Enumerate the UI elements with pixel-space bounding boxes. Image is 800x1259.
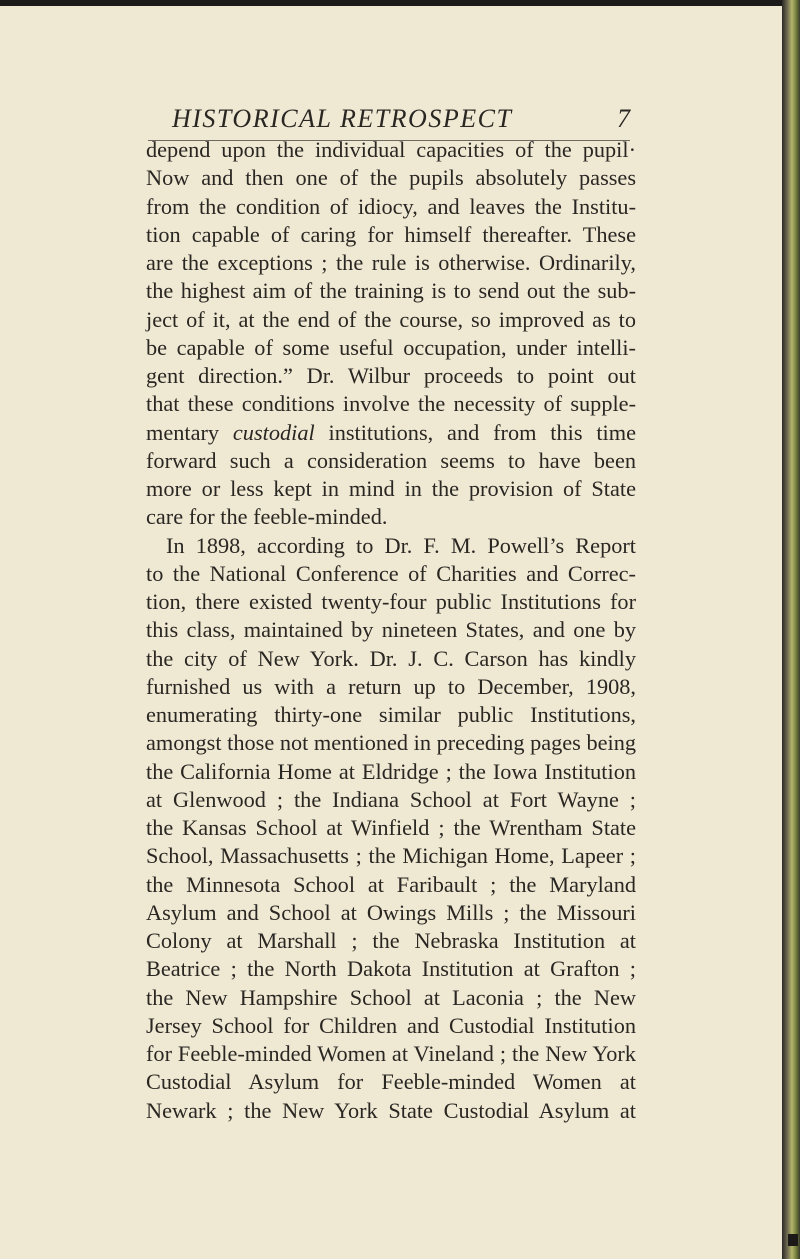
body-text [146,136,636,1125]
text-line: furnished us with a return up to December, 1908, [146,673,636,699]
text-line: Colony at Marshall ; the Nebraska Institution at [146,928,636,953]
text-line: forward such a consideration seems to have been [146,447,636,473]
text-line: more or less kept in mind in the provision of State [146,476,636,501]
text-line: ject of it, at the end of the course, so improved as to [146,306,636,332]
text-line: are the exceptions ; the rule is otherwise. Ordinarily, [146,250,636,275]
text-line: be capable of some useful occupation, under intelli- [146,334,636,360]
text-line: at Glenwood ; the Indiana School at Fort Wayne ; [146,786,636,812]
text-line: School, Massachusetts ; the Michigan Home, Lapeer ; [146,843,636,869]
text-line: care for the feeble-minded. [146,504,388,530]
page-header [148,104,630,140]
text-segment: mentary [146,419,233,445]
italic-word: custodial [232,419,315,445]
text-line: the Minnesota School at Faribault ; the Maryland [146,871,636,897]
edge-mark [788,1234,798,1246]
text-line: from the condition of idiocy, and leaves the Institu- [146,193,636,219]
page-number: 7 [617,104,630,133]
text-line: Custodial Asylum for Feeble-minded Women at [146,1069,636,1095]
text-line: enumerating thirty-one similar public Institutions, [146,702,636,727]
text-line: to the National Conference of Charities and Correc- [146,560,636,586]
text-line [146,419,636,447]
text-line: that these conditions involve the necessity of supple- [146,391,636,417]
top-edge-rule [0,0,782,6]
book-spine-edge [782,0,800,1259]
text-line: Beatrice ; the North Dakota Institution at Grafton ; [146,956,636,982]
text-line: In 1898, according to Dr. F. M. Powell’s Report [166,532,636,558]
text-line: the New Hampshire School at Laconia ; the New [146,984,636,1010]
text-line: tion, there existed twenty-four public Institutions for [146,589,636,614]
text-line: Newark ; the New York State Custodial Asylum at [146,1097,636,1123]
running-head: HISTORICAL RETROSPECT [172,104,513,133]
text-line: Now and then one of the pupils absolutely passes [146,165,636,191]
text-line: the California Home at Eldridge ; the Iowa Institution [146,758,636,784]
text-line: depend upon the individual capacities of the pupil· [146,137,636,162]
text-line: the Kansas School at Winfield ; the Wrentham State [146,815,636,840]
text-line: Jersey School for Children and Custodial Institution [146,1012,636,1038]
text-line: the city of New York. Dr. J. C. Carson has kindly [146,645,636,671]
text-line: this class, maintained by nineteen States, and one by [146,617,636,643]
text-line: for Feeble-minded Women at Vineland ; the New York [146,1041,636,1066]
text-line: gent direction.” Dr. Wilbur proceeds to point out [146,363,636,388]
text-line: amongst those not mentioned in preceding pages being [146,730,636,756]
text-segment: institutions, and from this time [314,419,636,445]
text-line: Asylum and School at Owings Mills ; the Missouri [146,899,636,925]
text-line: the highest aim of the training is to send out the sub- [146,278,636,304]
text-line: tion capable of caring for himself thereafter. These [146,221,636,247]
